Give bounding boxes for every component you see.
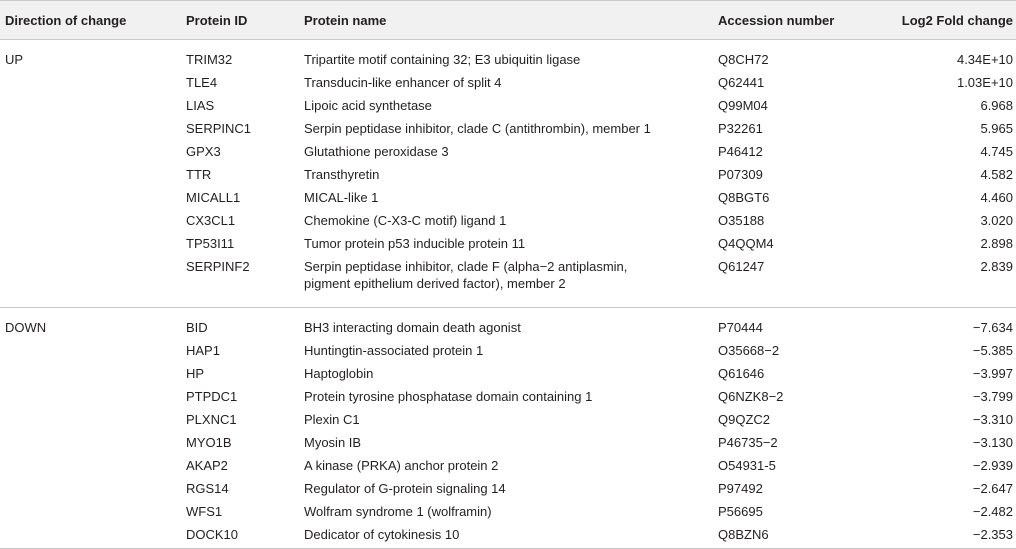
protein-name-line: Lipoic acid synthetase [304, 98, 432, 113]
cell-protein-name [304, 526, 459, 543]
cell-accession: P56695 [718, 504, 763, 519]
cell-fold-change: −3.130 [972, 435, 1013, 450]
cell-direction: UP [5, 52, 24, 67]
protein-name-line: Dedicator of cytokinesis 10 [304, 527, 460, 542]
cell-protein-id: PTPDC1 [186, 389, 238, 404]
protein-name-line: pigment epithelium derived factor), member 2 [304, 276, 566, 291]
cell-accession: O35188 [718, 213, 765, 228]
cell-fold-change: −2.939 [972, 458, 1013, 473]
cell-protein-name [304, 143, 449, 160]
cell-accession: Q9QZC2 [718, 412, 771, 427]
cell-fold-change: −5.385 [972, 343, 1013, 358]
cell-fold-change: −2.482 [972, 504, 1013, 519]
cell-fold-change: −3.310 [972, 412, 1013, 427]
protein-name-line: Haptoglobin [304, 366, 374, 381]
cell-protein-id: TP53I11 [186, 236, 235, 251]
cell-protein-id: TRIM32 [186, 52, 233, 67]
cell-protein-name [304, 74, 502, 91]
cell-fold-change: 1.03E+10 [956, 75, 1013, 90]
protein-name-line: Glutathione peroxidase 3 [304, 144, 449, 159]
cell-protein-name [304, 51, 580, 68]
cell-protein-id: SERPINC1 [186, 121, 252, 136]
cell-protein-name [304, 434, 361, 451]
protein-name-line: Myosin IB [304, 435, 362, 450]
cell-protein-name [304, 503, 492, 520]
cell-protein-name [304, 388, 592, 405]
cell-accession: Q6NZK8−2 [718, 389, 784, 404]
cell-protein-id: WFS1 [186, 504, 223, 519]
protein-name-line: Plexin C1 [304, 412, 360, 427]
cell-accession: Q61247 [718, 259, 765, 274]
cell-protein-name [304, 212, 506, 229]
cell-direction: DOWN [5, 320, 47, 335]
header-accession: Accession number [718, 13, 835, 28]
protein-name-line: Wolfram syndrome 1 (wolframin) [304, 504, 492, 519]
cell-protein-name [304, 365, 373, 382]
protein-name-line: BH3 interacting domain death agonist [304, 320, 521, 335]
cell-accession: P46412 [718, 144, 763, 159]
cell-fold-change: −3.997 [972, 366, 1013, 381]
cell-accession: Q8CH72 [718, 52, 769, 67]
protein-name-line: Regulator of G-protein signaling 14 [304, 481, 506, 496]
cell-protein-id: LIAS [186, 98, 215, 113]
protein-name-line: Tumor protein p53 inducible protein 11 [304, 236, 526, 251]
group-separator [0, 307, 1016, 308]
cell-protein-name [304, 235, 525, 252]
cell-protein-id: TLE4 [186, 75, 218, 90]
cell-fold-change: −2.647 [972, 481, 1013, 496]
cell-protein-name [304, 120, 651, 137]
cell-protein-name [304, 480, 506, 497]
protein-name-line: Tripartite motif containing 32; E3 ubiquitin ligase [304, 52, 581, 67]
cell-protein-id: RGS14 [186, 481, 229, 496]
cell-protein-name [304, 189, 378, 206]
protein-name-line: Serpin peptidase inhibitor, clade C (antithrombin), member 1 [304, 121, 651, 136]
cell-accession: P97492 [718, 481, 763, 496]
cell-protein-id: GPX3 [186, 144, 221, 159]
cell-protein-name [304, 342, 483, 359]
cell-protein-id: MICALL1 [186, 190, 241, 205]
cell-fold-change: −2.353 [972, 527, 1013, 542]
cell-protein-name [304, 258, 627, 292]
protein-name-line: Huntingtin-associated protein 1 [304, 343, 484, 358]
table-header [0, 0, 1016, 40]
cell-fold-change: 4.460 [980, 190, 1013, 205]
cell-accession: Q99M04 [718, 98, 768, 113]
cell-accession: O54931-5 [718, 458, 776, 473]
cell-protein-id: HAP1 [186, 343, 220, 358]
cell-protein-name [304, 166, 379, 183]
cell-protein-name [304, 411, 360, 428]
cell-fold-change: 4.34E+10 [956, 52, 1013, 67]
header-protein-id: Protein ID [186, 13, 248, 28]
protein-name-line: Protein tyrosine phosphatase domain containing 1 [304, 389, 593, 404]
cell-accession: P32261 [718, 121, 763, 136]
cell-fold-change: 3.020 [980, 213, 1013, 228]
cell-accession: Q8BGT6 [718, 190, 770, 205]
protein-name-line: Chemokine (C-X3-C motif) ligand 1 [304, 213, 507, 228]
cell-fold-change: −7.634 [972, 320, 1013, 335]
cell-protein-id: PLXNC1 [186, 412, 237, 427]
cell-protein-id: TTR [186, 167, 212, 182]
protein-name-line: A kinase (PRKA) anchor protein 2 [304, 458, 499, 473]
header-direction: Direction of change [5, 13, 127, 28]
cell-protein-id: CX3CL1 [186, 213, 236, 228]
header-protein-name: Protein name [304, 13, 387, 28]
cell-protein-name [304, 319, 521, 336]
cell-protein-name [304, 97, 432, 114]
protein-name-line: Transthyretin [304, 167, 380, 182]
protein-name-line: MICAL-like 1 [304, 190, 379, 205]
cell-fold-change: 4.745 [980, 144, 1013, 159]
cell-protein-name [304, 457, 498, 474]
cell-accession: P07309 [718, 167, 763, 182]
cell-protein-id: MYO1B [186, 435, 232, 450]
cell-fold-change: 5.965 [980, 121, 1013, 136]
cell-accession: Q4QQM4 [718, 236, 774, 251]
cell-protein-id: HP [186, 366, 205, 381]
cell-protein-id: SERPINF2 [186, 259, 250, 274]
cell-protein-id: BID [186, 320, 208, 335]
cell-accession: O35668−2 [718, 343, 780, 358]
cell-protein-id: DOCK10 [186, 527, 239, 542]
cell-accession: P70444 [718, 320, 763, 335]
cell-accession: Q8BZN6 [718, 527, 769, 542]
protein-name-line: Transducin-like enhancer of split 4 [304, 75, 502, 90]
cell-fold-change: 6.968 [980, 98, 1013, 113]
cell-fold-change: 2.839 [980, 259, 1013, 274]
cell-fold-change: 2.898 [980, 236, 1013, 251]
header-fold-change: Log2 Fold change [901, 13, 1013, 28]
cell-fold-change: −3.799 [972, 389, 1013, 404]
cell-accession: P46735−2 [718, 435, 778, 450]
cell-accession: Q61646 [718, 366, 765, 381]
cell-accession: Q62441 [718, 75, 765, 90]
cell-fold-change: 4.582 [980, 167, 1013, 182]
protein-name-line: Serpin peptidase inhibitor, clade F (alpha−2 antiplasmin, [304, 259, 628, 274]
cell-protein-id: AKAP2 [186, 458, 228, 473]
